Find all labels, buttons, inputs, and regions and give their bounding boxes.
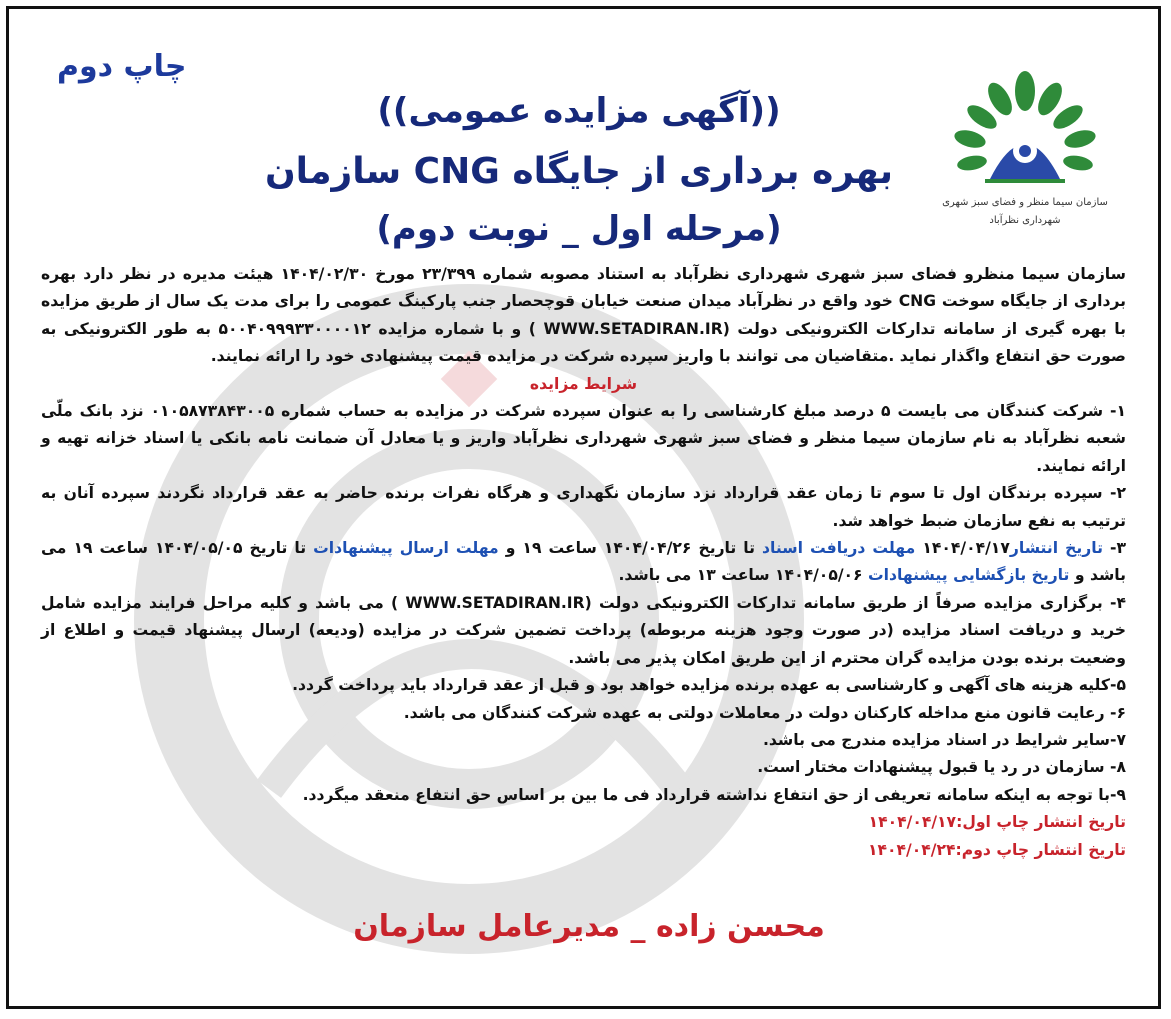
publish-date: ۱۴۰۴/۰۴/۱۷ <box>915 539 1010 558</box>
condition-prefix: ۳- <box>1102 539 1126 558</box>
submission-deadline: تا تاریخ ۱۴۰۴/۰۵/۰۵ ساعت ۱۹ می باشد و <box>41 539 1126 585</box>
condition-item: ۴- برگزاری مزایده صرفاً از طریق سامانه تدارکات الکترونیکی دولت (WWW.SETADIRAN.IR ) می باشد و کلیه مراحل فرایند مزایده شامل خرید و دریافت اسناد مزایده (در صورت وجود هزینه مربوطه) پرداخت تضمین شرکت در مزایده (ودیعه) ارسال پیشنهاد قیمت و اطلاع از وضعیت برنده بودن مزایده گران محترم از این طریق امکان پذیر می باشد. <box>41 593 1127 667</box>
condition-item-dates <box>41 535 1126 590</box>
notice-title: ((آگهی مزایده عمومی)) <box>377 91 781 131</box>
condition-item: ۵-کلیه هزینه های آگهی و کارشناسی به عهده برنده مزایده خواهد بود و قبل از عقد قرارداد باید پرداخت گردد. <box>292 676 1126 695</box>
logo-caption-2: شهرداری نظرآباد <box>989 215 1061 226</box>
condition-item: ۸- سازمان در رد یا قبول پیشنهادات مختار است. <box>757 758 1126 777</box>
condition-item: ۹-با توجه به اینکه سامانه تعریفی از حق انتفاع نداشته قرارداد فی ما بین بر اساس حق انتفاع منعقد میگردد. <box>302 785 1126 804</box>
document-deadline-label: مهلت دریافت اسناد <box>762 539 916 558</box>
first-publication-date: تاریخ انتشار چاپ اول:۱۴۰۴/۰۴/۱۷ <box>868 813 1126 832</box>
notice-subject: بهره برداری از جایگاه CNG سازمان <box>264 151 894 192</box>
condition-item: ۱- شرکت کنندگان می بایست ۵ درصد مبلغ کارشناسی را به عنوان سپرده شرکت در مزایده به حساب شماره ۰۱۰۵۸۷۳۸۴۳۰۰۵ نزد بانک ملّی شعبه نظرآباد به نام سازمان سیما منظر و فضای سبز شهری شهرداری نظرآباد واریز و یا معادل آن ضمانت نامه بانکی یا اسناد خزانه تهیه و ارائه نمایند. <box>41 402 1126 475</box>
intro-paragraph: سازمان سیما منظرو فضای سبز شهری شهرداری نظرآباد به استناد مصوبه شماره ۲۳/۳۹۹ مورخ ۱۴۰۴/۰۲/۳۰ هیئت مدیره در نظر دارد بهره برداری از جایگاه سوخت CNG خود واقع در نظرآباد میدان صنعت خیابان قوچحصار جنب پارکینگ عمومی را برای مدت یک سال از طریق مزایده با بهره گیری از سامانه تدارکات الکترونیکی دولت (WWW.SETADIRAN.IR ) و با شماره مزایده ۵۰۰۴۰۹۹۹۳۳۰۰۰۰۱۲ به طور الکترونیکی به صورت حق انتفاع واگذار نماید .متقاضیان می توانند با واریز سپرده شرکت در مزایده قیمت پیشنهادی خود را ارائه نمایند. <box>41 265 1127 366</box>
notice-frame <box>6 6 1161 1009</box>
logo-caption-1: سازمان سیما منظر و فضای سبز شهری <box>942 197 1108 208</box>
organization-logo <box>930 69 1120 239</box>
submission-deadline-label: مهلت ارسال پیشنهادات <box>313 539 499 558</box>
notice-stage: (مرحله اول _ نوبت دوم) <box>376 209 782 249</box>
print-edition-badge: چاپ دوم <box>57 49 187 84</box>
opening-date-label: تاریخ بازگشایی پیشنهادات <box>868 566 1070 585</box>
notice-body <box>41 261 1126 864</box>
conditions-heading: شرایط مزایده <box>529 374 638 393</box>
second-publication-date: تاریخ انتشار چاپ دوم:۱۴۰۴/۰۴/۲۴ <box>867 840 1126 859</box>
condition-item: ۶- رعایت قانون منع مداخله کارکنان دولت در معاملات دولتی به عهده شرکت کنندگان می باشد. <box>403 703 1126 722</box>
document-deadline: تا تاریخ ۱۴۰۴/۰۴/۲۶ ساعت ۱۹ و <box>498 539 763 558</box>
organization-logo-icon <box>930 69 1120 239</box>
condition-item: ۷-سایر شرایط در اسناد مزایده مندرج می باشد. <box>763 730 1126 749</box>
signature: محسن زاده _ مدیرعامل سازمان <box>353 909 825 944</box>
publish-date-label: تاریخ انتشار <box>1009 539 1103 558</box>
condition-item: ۲- سپرده برندگان اول تا سوم تا زمان عقد قرارداد نزد سازمان نگهداری و هرگاه نفرات برنده حاضر به عقد قرارداد نگردند سپرده آنان به ترتیب به نفع سازمان ضبط خواهد شد. <box>41 484 1126 530</box>
opening-date: ۱۴۰۴/۰۵/۰۶ ساعت ۱۳ می باشد. <box>618 566 869 585</box>
